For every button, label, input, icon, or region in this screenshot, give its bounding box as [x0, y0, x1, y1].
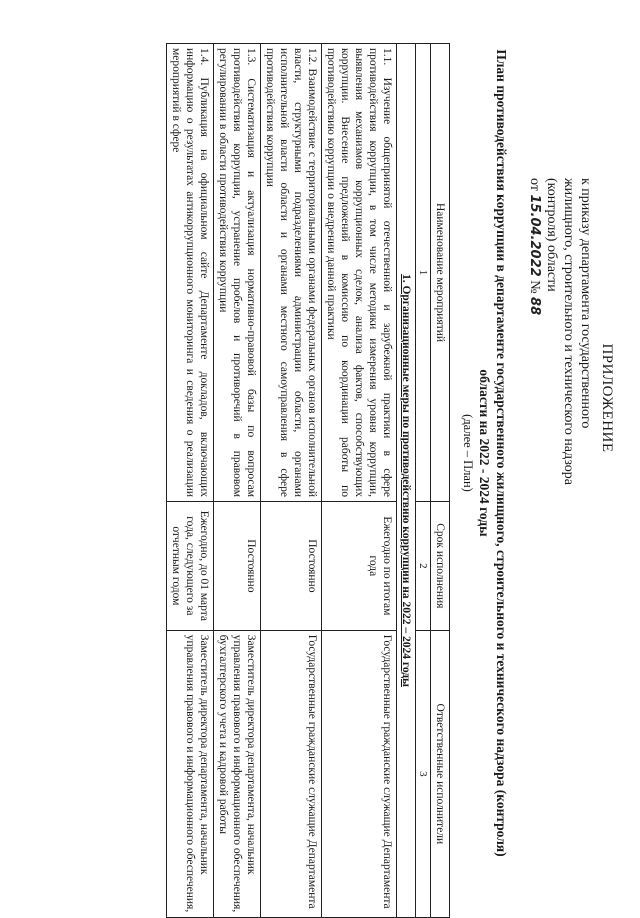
appendix-line: (контроля) области	[544, 178, 559, 292]
plan-subtitle: (далее – План)	[461, 414, 475, 492]
column-number: 3	[416, 630, 431, 917]
deadline-cell: Постоянно	[261, 502, 322, 631]
appendix-title: ПРИЛОЖЕНИЕ	[599, 343, 615, 453]
order-prefix: от	[527, 178, 542, 191]
deadline-cell: Постоянно	[214, 502, 261, 631]
activity-cell: 1.1. Изучение общепринятой отечественной и зарубежной практики в сфере противодействия коррупции, в том числе методики измерения уровня коррупции, выявления механизмов коррупционных сделок, анализа фактов, способствующих коррупции. Внесение предложений в комиссию по координации работы по противодействию коррупции о внедрении данной практики	[322, 44, 397, 502]
order-number-handwritten: 88	[527, 297, 542, 316]
order-number-label: №	[527, 280, 542, 294]
section-title: 1. Организационные меры по противодействию коррупции на 2022 – 2024 годы	[397, 44, 416, 918]
appendix-line: жилищного, строительного и технического надзора	[561, 178, 576, 485]
column-number-row	[416, 44, 431, 918]
column-header-responsible: Ответственные исполнители	[431, 630, 450, 917]
column-number: 1	[416, 44, 431, 502]
responsible-cell: Заместитель директора департамента, начальник управления правового и информационного обеспечения,	[167, 630, 214, 917]
table-row	[261, 44, 322, 918]
responsible-cell: Государственные гражданские служащие Департамента	[261, 630, 322, 917]
column-header-activities: Наименование мероприятий	[431, 44, 450, 502]
order-date-handwritten: 15.04.2022	[527, 194, 542, 277]
column-header-deadline: Срок исполнения	[431, 502, 450, 631]
table-row	[214, 44, 261, 918]
appendix-line: к приказу департамента государственного	[578, 178, 593, 429]
table-row	[322, 44, 397, 918]
rotated-document-page	[10, 8, 630, 913]
plan-title: План противодействия коррупции в департаменте государственного жилищного, строительного и технического надзора (контроля) области на 2022 - 2024 годы	[477, 49, 509, 857]
plan-table	[166, 43, 450, 918]
order-reference	[526, 178, 543, 618]
column-number: 2	[416, 502, 431, 631]
activity-cell: 1.4. Публикация на официальном сайте Департаменте докладов, включающих информацию о результатах антикоррупционного мониторинга и сведения о реализации мероприятий в сфере	[167, 44, 214, 502]
responsible-cell: Государственные гражданские служащие Департамента	[322, 630, 397, 917]
deadline-cell: Ежегодно по итогам года	[322, 502, 397, 631]
table-row	[167, 44, 214, 918]
appendix-header	[526, 178, 615, 618]
table-header-row	[431, 44, 450, 918]
activity-cell: 1.3. Систематизация и актуализация нормативно-правовой базы по вопросам противодействия коррупции, устранение пробелов и противоречий в правовом регулировании в области противодействия коррупции	[214, 44, 261, 502]
responsible-cell: Заместитель директора департамента, начальник управления правового и информационного обеспечения, бухгалтерского учета и кадровой работы	[214, 630, 261, 917]
section-row	[397, 44, 416, 918]
activity-cell: 1.2. Взаимодействие с территориальными органами федеральных органов исполнительной власти, структурными подразделениями администрации области, органами исполнительной власти области и органами местного самоуправления в сфере противодействия коррупции	[261, 44, 322, 502]
deadline-cell: Ежегодно, до 01 марта года, следующего за отчетным годом	[167, 502, 214, 631]
